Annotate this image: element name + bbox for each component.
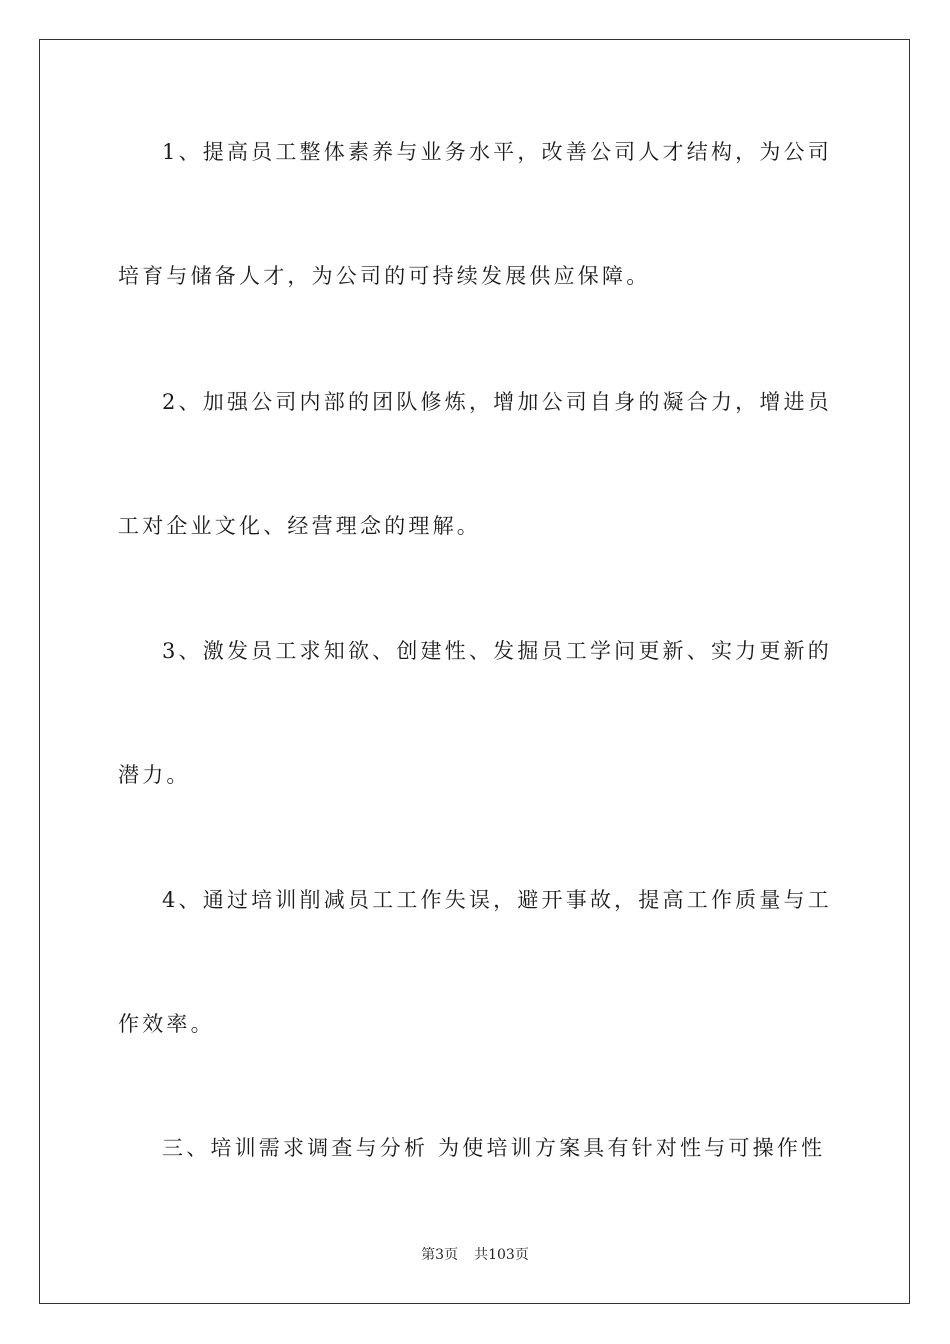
paragraph-line: 潜力。	[118, 763, 191, 787]
page-frame	[39, 39, 910, 1304]
paragraph-line: 3、激发员工求知欲、创建性、发掘员工学问更新、实力更新的	[162, 639, 832, 663]
paragraph-line: 4、通过培训削减员工工作失误，避开事故，提高工作质量与工	[162, 888, 832, 912]
paragraph-line: 1、提高员工整体素养与业务水平，改善公司人才结构，为公司	[162, 140, 832, 164]
paragraph-line: 2、加强公司内部的团队修炼，增加公司自身的凝合力，增进员	[162, 390, 832, 414]
page-total: 共103页	[474, 1247, 529, 1263]
paragraph-line: 培育与储备人才，为公司的可持续发展供应保障。	[118, 264, 651, 288]
page-footer	[0, 1246, 950, 1264]
page-number: 第3页	[421, 1247, 459, 1263]
paragraph-line: 工对企业文化、经营理念的理解。	[118, 514, 481, 538]
section-heading-line: 三、培训需求调查与分析 为使培训方案具有针对性与可操作性	[162, 1136, 826, 1160]
paragraph-line: 作效率。	[118, 1012, 215, 1036]
